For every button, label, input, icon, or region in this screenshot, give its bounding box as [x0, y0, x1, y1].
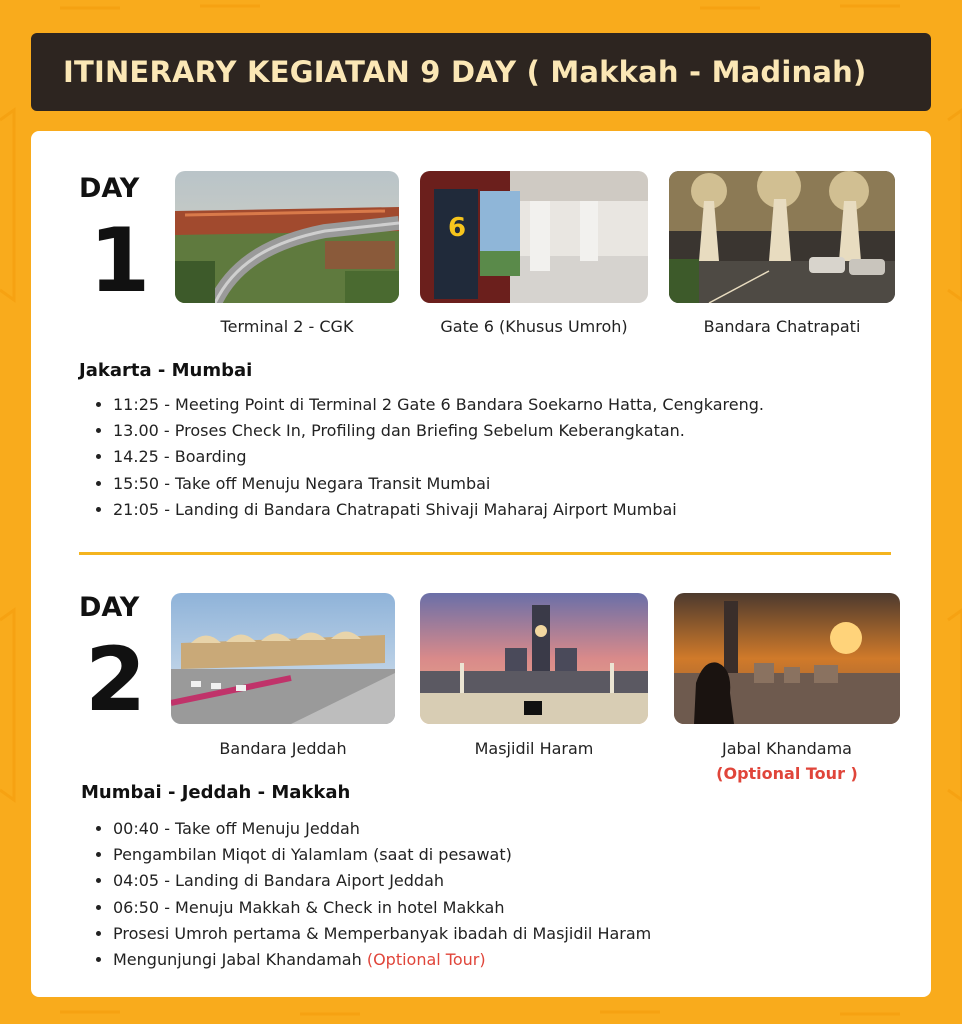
list-item: • 15:50 - Take off Menuju Negara Transit Mumbai	[113, 471, 764, 497]
day-2-route: Mumbai - Jeddah - Makkah	[81, 782, 351, 803]
day-1-route: Jakarta - Mumbai	[79, 360, 253, 381]
caption-jabal-khandama: Jabal Khandama	[722, 739, 852, 758]
day-2-label: DAY	[79, 592, 140, 623]
caption-terminal-2: Terminal 2 - CGK	[220, 317, 354, 336]
optional-tour-badge: (Optional Tour )	[716, 764, 858, 783]
photo-jabal-khandama	[674, 593, 900, 724]
list-item: • 00:40 - Take off Menuju Jeddah	[113, 816, 651, 842]
event-text: Mengunjungi Jabal Khandamah	[113, 950, 362, 970]
list-item: • 14.25 - Boarding	[113, 444, 764, 470]
day-1-label: DAY	[79, 173, 140, 204]
list-item: • 06:50 - Menuju Makkah & Check in hotel Makkah	[113, 895, 651, 921]
list-item: • 11:25 - Meeting Point di Terminal 2 Gate 6 Bandara Soekarno Hatta, Cengkareng.	[113, 392, 764, 418]
list-item: • Pengambilan Miqot di Yalamlam (saat di pesawat)	[113, 842, 651, 868]
list-item: • Prosesi Umroh pertama & Memperbanyak ibadah di Masjidil Haram	[113, 921, 651, 947]
photo-terminal-2	[175, 171, 399, 303]
photo-gate-6	[420, 171, 648, 303]
day-2-events	[89, 816, 651, 973]
header-banner	[31, 33, 931, 111]
day-1-events	[89, 392, 764, 523]
day-2-number: 2	[85, 628, 147, 731]
itinerary-card	[31, 131, 931, 997]
day-divider	[79, 552, 891, 555]
caption-gate-6: Gate 6 (Khusus Umroh)	[440, 317, 628, 336]
caption-masjidil-haram: Masjidil Haram	[474, 739, 594, 758]
photo-masjidil-haram	[420, 593, 648, 724]
photo-bandara-jeddah	[171, 593, 395, 724]
list-item: • 21:05 - Landing di Bandara Chatrapati Shivaji Maharaj Airport Mumbai	[113, 497, 764, 523]
list-item	[113, 947, 651, 973]
list-item: • 13.00 - Proses Check In, Profiling dan Briefing Sebelum Keberangkatan.	[113, 418, 764, 444]
caption-chatrapati: Bandara Chatrapati	[703, 317, 861, 336]
list-item: • 04:05 - Landing di Bandara Aiport Jeddah	[113, 868, 651, 894]
gate-6-sign: 6	[448, 213, 467, 243]
page-title: ITINERARY KEGIATAN 9 DAY ( Makkah - Madinah)	[63, 55, 867, 89]
photo-chatrapati	[669, 171, 895, 303]
day-1-number: 1	[89, 209, 151, 312]
optional-tour-note: (Optional Tour)	[366, 950, 486, 970]
caption-bandara-jeddah: Bandara Jeddah	[219, 739, 347, 758]
